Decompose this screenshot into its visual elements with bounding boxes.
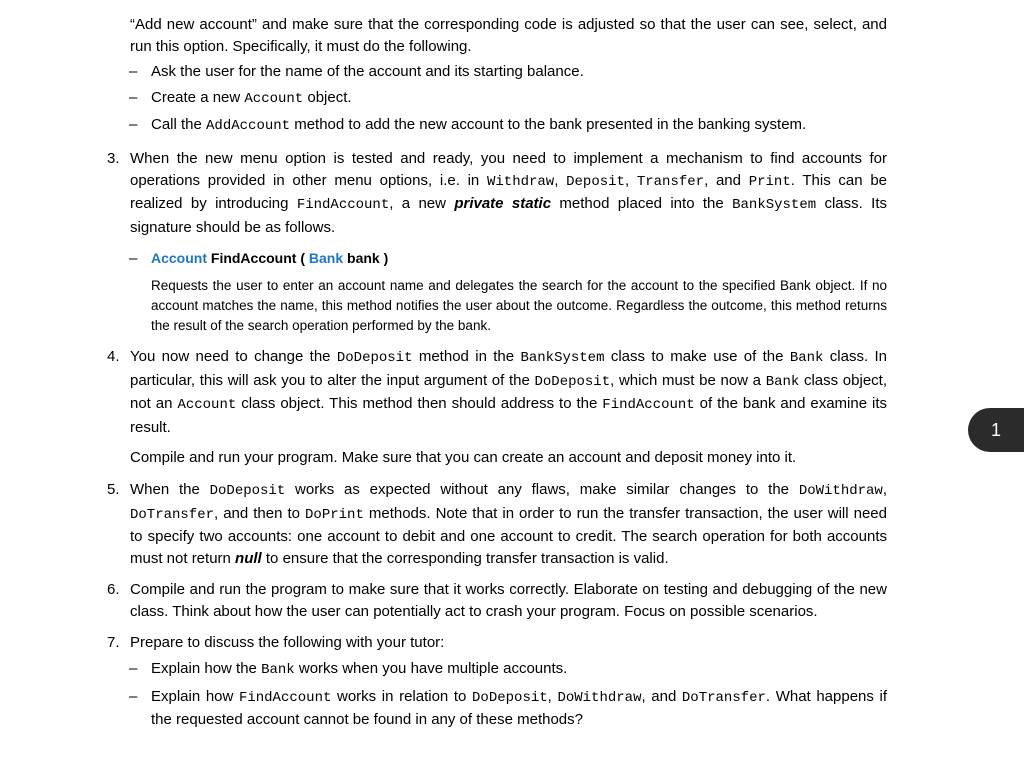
numbered-item-5: 5. When the DoDeposit works as expected without any flaws, make similar changes to the DoWithdraw, DoTransfer, and then to DoPrint methods. Note that in order to run the transfer transaction, the user will need to specify two accounts: one account to debit and one account to credit. The search operation for both accounts must not return null to ensure that the corresponding transfer transaction is valid. bbox=[107, 480, 887, 567]
dash-bullet: – bbox=[129, 660, 138, 678]
intro-paragraph: “Add new account” and make sure that the corresponding code is adjusted so that the user can see, select, and run this option. Specifically, it must do the following. bbox=[130, 16, 887, 55]
list-item: – Explain how the Bank works when you have multiple accounts. bbox=[129, 660, 568, 679]
method-description: Requests the user to enter an account name and delegates the search for the account to the specified Bank object. If no account matches the name, this method notifies the user about the outcome. Regardless the outcome, this method returns the result of the search operation performed by the bank. bbox=[151, 277, 887, 333]
page-number-badge[interactable] bbox=[968, 408, 1024, 452]
dash-bullet: – bbox=[129, 687, 138, 705]
list-item: – Call the AddAccount method to add the new account to the bank presented in the banking system. bbox=[129, 116, 807, 135]
numbered-item-7: 7. Prepare to discuss the following with your tutor: bbox=[107, 634, 445, 652]
document-page bbox=[107, 14, 887, 731]
page-number: 1 bbox=[990, 419, 1001, 440]
dash-bullet: – bbox=[129, 63, 138, 81]
list-item bbox=[107, 61, 887, 83]
dash-bullet: – bbox=[129, 116, 138, 134]
dash-bullet: – bbox=[129, 88, 138, 106]
method-signature: – Account FindAccount ( Bank bank ) bbox=[129, 250, 389, 268]
list-item: – Create a new Account object. bbox=[129, 88, 352, 107]
bullet-text: Ask the user for the name of the account and its starting balance. bbox=[151, 63, 584, 81]
list-item: – Explain how FindAccount works in relation to DoDeposit, DoWithdraw, and DoTransfer. What happens if the requested account cannot be found in any of these methods? bbox=[129, 687, 888, 729]
numbered-item-6: 6. Compile and run the program to make sure that it works correctly. Elaborate on testing and debugging of the new class. Think about how the user can potentially act to crash your program. Focus on possible scenarios. bbox=[107, 581, 887, 620]
numbered-item-3: 3. When the new menu option is tested and ready, you need to implement a mechanism to find accounts for operations provided in other menu options, i.e. in Withdraw, Deposit, Transfer, and Print. This can be realized by introducing FindAccount, a new private static method placed into the BankSystem class. Its signature should be as follows. bbox=[107, 149, 888, 236]
numbered-item-4: 4. You now need to change the DoDeposit method in the BankSystem class to make use of the Bank class. In particular, this will ask you to alter the input argument of the DoDeposit, which must be now a Bank class object, not an Account class object. This method then should address to the FindAccount of the bank and examine its result. Compile and run your program. Make sure that you can create an account and deposit money into it. bbox=[107, 347, 888, 467]
